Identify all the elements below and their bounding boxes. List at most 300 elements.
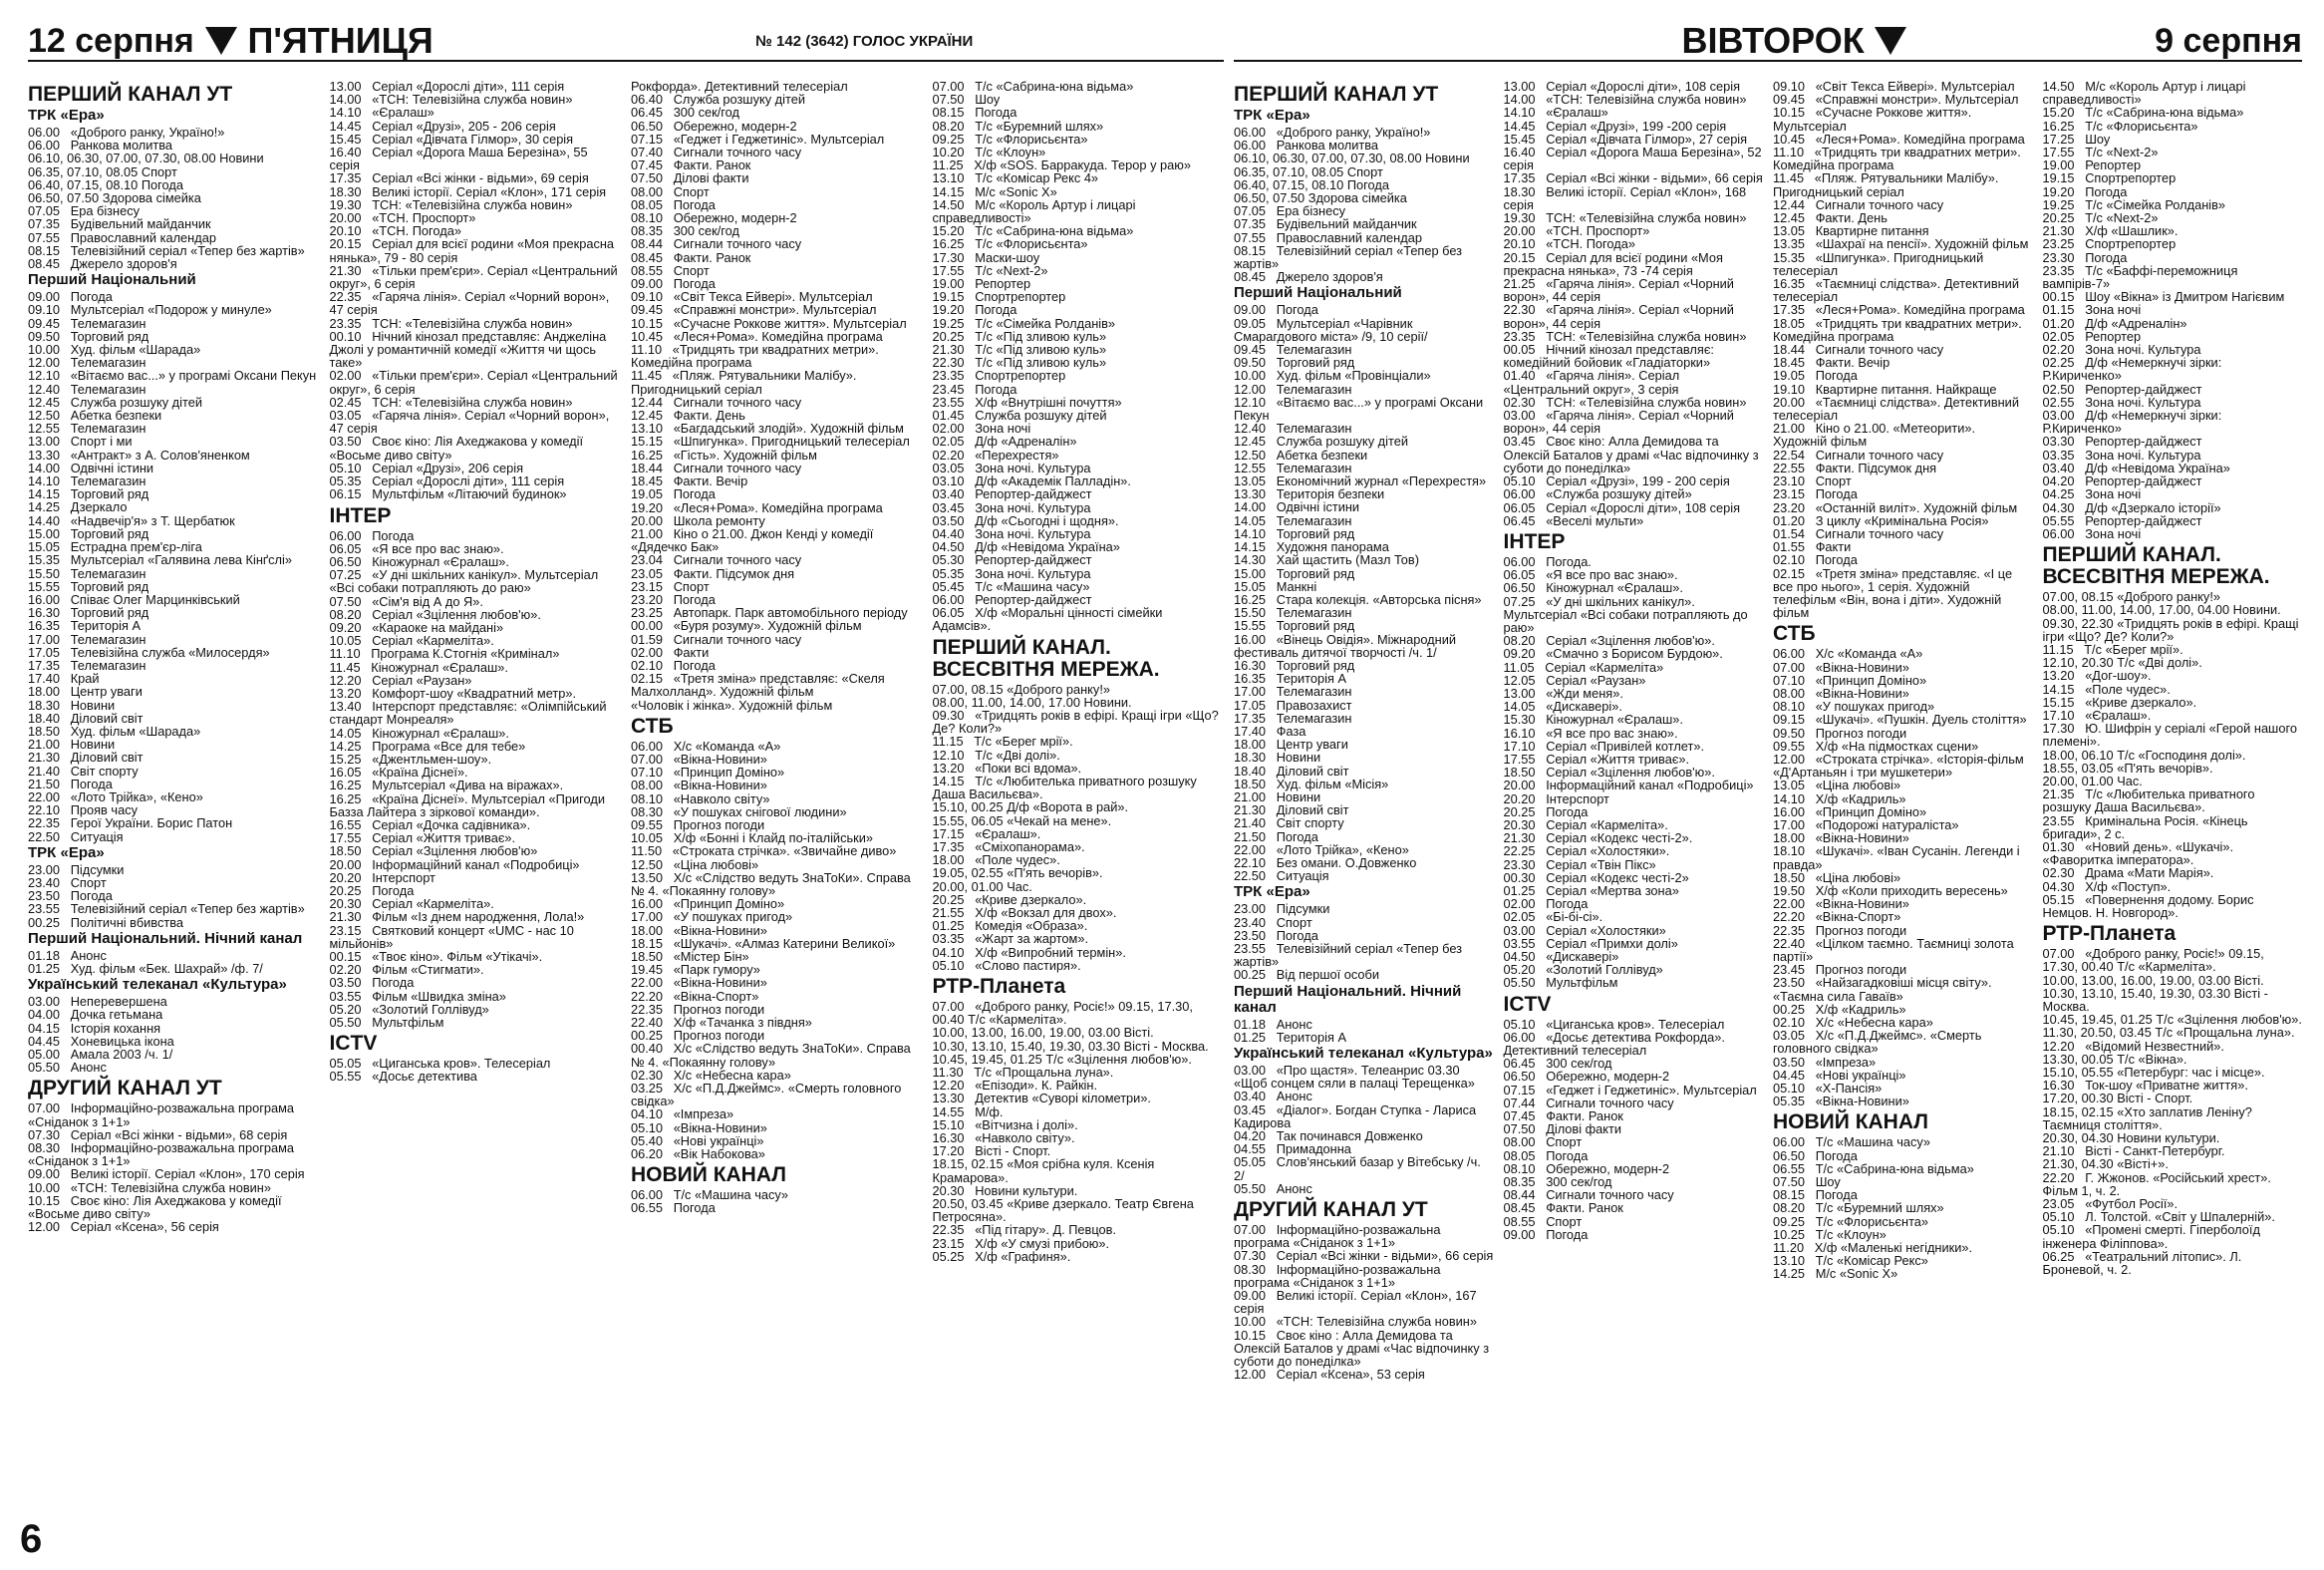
- listing-entry: 18.55, 03.05 «П'ять вечорів».: [2042, 760, 2213, 776]
- listing-entry: 14.00 «ТСН: Телевізійна служба новин»: [1503, 92, 1747, 108]
- listing-entry: 08.00 Спорт: [631, 183, 710, 199]
- listings-right-page: [1234, 80, 2302, 1555]
- listing-entry: 20.20 Інтерспорт: [1503, 790, 1609, 806]
- listing-entry: 23.45 Погода: [932, 381, 1017, 397]
- listing-entry: 20.00, 01.00 Час.: [2042, 773, 2143, 788]
- listing-entry: 19.20 Погода: [932, 302, 1017, 318]
- listing-entry: 22.10 Прояв часу: [28, 802, 138, 818]
- listing-entry: 21.50 Погода: [1234, 828, 1318, 844]
- listing-entry: 16.40 Серіал «Дорога Маша Березіна», 55 серія: [329, 145, 592, 173]
- listing-entry: 22.35 Прогноз погоди: [631, 1001, 765, 1017]
- listing-entry: 06.50, 07.50 Здорова сімейка: [28, 190, 201, 206]
- page-header-left: [28, 22, 1224, 62]
- header-day: [205, 20, 433, 62]
- listing-entry: 13.40 Інтерспорт представляє: «Олімпійський стандарт Монреаля»: [329, 699, 611, 728]
- listing-entry: 22.50 Ситуація: [1234, 868, 1329, 884]
- listing-entry: 11.50 «Строката стрічка». «Звичайне диво»: [631, 843, 897, 859]
- listing-entry: 06.00 Погода.: [1503, 553, 1592, 569]
- listing-entry: 07.50 Шоу: [1773, 1174, 1841, 1190]
- listing-entry: 13.10 Т/с «Комісар Рекс»: [1773, 1253, 1928, 1269]
- listing-entry: 16.35 «Таємниці слідства». Детективний телесеріал: [1773, 276, 2023, 305]
- listing-entry: 19.10 Квартирне питання. Найкраще: [1773, 381, 1997, 397]
- listing-entry: 21.10 Вісті - Санкт-Петербург.: [2042, 1143, 2225, 1159]
- listing-entry: 09.10 Мультсеріал «Подорож у минуле»: [28, 302, 272, 318]
- listing-entry: 23.35 Т/с «Баффі-переможниця вампірів-7»: [2042, 262, 2241, 292]
- listing-entry: 23.05 Факти. Підсумок дня: [631, 565, 795, 581]
- channel-heading: СТБ: [631, 714, 674, 738]
- channel-heading: ДРУГИЙ КАНАЛ УТ: [1234, 1198, 1428, 1222]
- listing-entry: 15.20 Т/с «Сабрина-юна відьма»: [932, 223, 1134, 239]
- listing-entry: 22.00 «Лото Трійка», «Кено»: [1234, 841, 1409, 857]
- listing-entry: 01.18 Анонс: [28, 947, 107, 963]
- listing-entry: 10.45 «Леся+Рома». Комедійна програма: [631, 328, 883, 344]
- listing-entry: 22.25 Серіал «Холостяки».: [1503, 843, 1670, 859]
- listing-entry: 14.50 М/с «Король Артур і лицарі справедливості»: [2042, 79, 2249, 108]
- listing-entry: 08.44 Сигнали точного часу: [1503, 1187, 1674, 1203]
- listing-entry: 01.45 Служба розшуку дітей: [932, 408, 1107, 424]
- listing-entry: 07.50 Шоу: [932, 92, 1001, 108]
- listing-entry: 08.55 Спорт: [1503, 1213, 1583, 1229]
- listing-entry: 07.00 «Вікна-Новини»: [631, 751, 767, 767]
- listing-entry: 12.00 Серіал «Ксена», 56 серія: [28, 1219, 219, 1235]
- listing-entry: 21.50 Погода: [28, 776, 113, 791]
- listing-entry: 08.44 Сигнали точного часу: [631, 236, 802, 252]
- listing-entry: 03.45 Зона ночі. Культура: [932, 499, 1091, 515]
- listing-entry: 08.10 Обережно, модерн-2: [631, 210, 797, 226]
- listing-entry: 07.05 Ера бізнесу: [28, 203, 141, 219]
- listing-entry: 19.05, 02.55 «П'ять вечорів».: [932, 865, 1103, 881]
- listing-entry: 06.00 «Досьє детектива Рокфорда». Детективний телесеріал: [1503, 1029, 1729, 1059]
- listing-entry: 08.00 «Вікна-Новини»: [631, 778, 767, 793]
- listing-entry: 07.05 Ера бізнесу: [1234, 203, 1346, 219]
- listing-entry: 15.30 Кіножурнал «Єралаш».: [1503, 712, 1683, 728]
- listing-entry: 17.20, 00.30 Вісті - Спорт.: [2042, 1091, 2193, 1106]
- listing-entry: 05.50 Мультфільм: [329, 1015, 444, 1031]
- listing-entry: 09.00 Великі історії. Серіал «Клон», 170 серія: [28, 1166, 305, 1182]
- channel-heading: НОВИЙ КАНАЛ: [1773, 1110, 1928, 1134]
- header-day-right: [1681, 20, 1905, 62]
- listing-entry: 10.45, 19.45, 01.25 Т/с «Зцілення любов'ю».: [932, 1051, 1192, 1067]
- listing-entry: 22.40 Х/ф «Тачанка з півдня»: [631, 1015, 812, 1031]
- listing-entry: 04.10 «Імпреза»: [631, 1106, 734, 1122]
- listing-entry: 08.15 Погода: [932, 105, 1017, 121]
- listing-entry: 01.15 Зона ночі: [2042, 302, 2142, 318]
- listing-entry: 09.25 Т/с «Флорисьєнта»: [932, 131, 1088, 147]
- listing-entry: 15.10 «Вітчизна і долі».: [932, 1116, 1078, 1132]
- listing-entry: 05.05 «Циганська кров». Телесеріал: [329, 1056, 551, 1072]
- listing-entry: 20.00 «Таємниці слідства». Детективний телесеріал: [1773, 394, 2023, 424]
- listing-entry: 09.45 Телемагазин: [1234, 342, 1352, 358]
- sub-heading: ТРК «Ера»: [28, 843, 105, 861]
- listing-entry: 15.05 Естрадна прем'єр-ліга: [28, 539, 202, 555]
- listing-entry: 13.00 «Жди меня».: [1503, 685, 1623, 701]
- listing-entry: 14.50 М/с «Король Артур і лицарі справедливості»: [932, 196, 1139, 226]
- listing-entry: 19.00 Репортер: [932, 276, 1031, 292]
- listing-entry: 18.45 Факти. Вечір: [631, 473, 748, 489]
- listing-entry: 14.10 «Єралаш»: [329, 105, 435, 121]
- listing-entry: 17.00 «Подорожі натураліста»: [1773, 816, 1959, 832]
- listing-entry: 08.20 Т/с «Буремний шлях»: [932, 118, 1104, 134]
- listing-entry: 18.30 Великі історії. Серіал «Клон», 168 серія: [1503, 183, 1750, 212]
- listing-entry: 03.05 «Гаряча лінія». Серіал «Чорний ворон», 47 серія: [329, 408, 613, 437]
- listing-entry: 04.40 Зона ночі. Культура: [932, 525, 1091, 541]
- listing-entry: 06.10, 06.30, 07.00, 07.30, 08.00 Новини: [28, 151, 264, 166]
- listing-entry: 14.00 Одвічні істини: [1234, 499, 1360, 515]
- channel-heading: ПЕРШИЙ КАНАЛ. ВСЕСВІТНЯ МЕРЕЖА.: [2042, 543, 2270, 589]
- listing-entry: 09.00 Погода: [28, 289, 113, 305]
- listing-entry: 09.45 «Справжні монстри». Мультсеріал: [1773, 92, 2019, 108]
- listing-entry: 06.05 «Я все про вас знаю».: [1503, 567, 1678, 583]
- listing-entry: 05.00 Амала 2003 /ч. 1/: [28, 1047, 173, 1062]
- listing-entry: 20.25 «Криве дзеркало».: [932, 891, 1087, 907]
- listing-entry: 15.50 Телемагазин: [1234, 605, 1352, 621]
- listing-entry: 08.00 «Вікна-Новини»: [1773, 685, 1909, 701]
- listing-entry: 12.45 Факти. День: [631, 408, 745, 424]
- listing-entry: 21.00 Кіно о 21.00. Джон Кенді у комедії «Дядечко Бак»: [631, 525, 877, 555]
- column: [933, 80, 1225, 1555]
- listing-entry: 18.15 «Шукачі». «Алмаз Катерини Великої»: [631, 935, 896, 951]
- listing-entry: 12.00 Телемагазин: [1234, 381, 1352, 397]
- listing-entry: 22.20 Г. Жжонов. «Російський хрест». Фільм 1, ч. 2.: [2042, 1169, 2275, 1198]
- listing-entry: 04.45 «Нові українці»: [1773, 1067, 1906, 1083]
- listing-entry: 14.55 М/ф.: [932, 1103, 1004, 1119]
- listing-entry: 20.00 Інформаційний канал «Подробиці»: [1503, 778, 1754, 793]
- listing-entry: 07.00 «Доброго ранку, Росіє!» 09.15, 17.30, 00.40 Т/с «Кармеліта».: [932, 999, 1197, 1028]
- listing-entry: 21.00 Новини: [1234, 788, 1321, 804]
- listing-entry: 07.00 «Доброго ранку, Росіє!» 09.15, 17.30, 00.40 Т/с «Кармеліта».: [2042, 946, 2268, 975]
- listing-entry: 14.00 Одвічні істини: [28, 460, 154, 475]
- listing-entry: 02.00 Зона ночі: [932, 421, 1031, 437]
- listing-entry: 15.35 «Шпигунка». Пригодницький телесеріал: [1773, 249, 1987, 278]
- listing-entry: 12.44 Сигнали точного часу: [1773, 196, 1944, 212]
- listing-entry: 17.40 Край: [28, 671, 100, 687]
- listing-entry: 08.05 Погода: [631, 196, 716, 212]
- listing-entry: 05.55 Репортер-дайджест: [2042, 512, 2202, 528]
- listing-entry: 08.35 300 сек/год: [631, 223, 739, 239]
- listing-entry: 20.50, 03.45 «Криве дзеркало. Театр Євгена Петросяна».: [932, 1196, 1198, 1225]
- listing-entry: 23.50 Погода: [28, 888, 113, 904]
- listing-entry: 03.45 Своє кіно: Алла Демидова та Олексій Баталов у драмі «Час відпочинку з суботи до понеділка»: [1503, 434, 1763, 475]
- listing-entry: 07.10 «Принцип Доміно»: [1773, 672, 1927, 688]
- listing-entry: 20.10 «ТСН. Погода»: [329, 223, 461, 239]
- listing-entry: 04.10 Х/ф «Випробний термін».: [932, 944, 1126, 960]
- listing-entry: 02.45 ТСН: «Телевізійна служба новин»: [329, 394, 573, 410]
- listing-entry: 02.20 «Перехрестя»: [932, 447, 1059, 463]
- listing-entry: 16.25 Стара колекція. «Авторська пісня»: [1234, 591, 1482, 607]
- listing-entry: 21.40 Світ спорту: [28, 763, 139, 779]
- listing-entry: Рокфорда». Детективний телесеріал: [631, 79, 848, 94]
- listing-entry: 03.10 Д/ф «Академік Палладін».: [932, 473, 1131, 489]
- listing-entry: 18.44 Сигнали точного часу: [631, 460, 802, 475]
- listing-entry: 14.15 «Поле чудес».: [2042, 681, 2171, 697]
- listing-entry: 14.15 М/с «Sonic X»: [932, 183, 1057, 199]
- listing-entry: 19.05 Погода: [1773, 368, 1858, 384]
- listing-entry: 10.00, 13.00, 16.00, 19.00, 03.00 Вісті.: [2042, 972, 2264, 988]
- listing-entry: 18.15, 02.15 «Моя срібна куля. Ксенія Крамарова».: [932, 1156, 1158, 1185]
- listing-entry: 00.15 Шоу «Вікна» із Дмитром Нагієвим: [2042, 289, 2285, 305]
- listing-entry: 18.10 «Шукачі». «Іван Сусанін. Легенди і правда»: [1773, 843, 2024, 872]
- triangle-marker-icon: [205, 27, 237, 55]
- listing-entry: 05.10 «Слово пастиря».: [932, 957, 1081, 973]
- listing-entry: 01.25 Худ. фільм «Бек. Шахрай» /ф. 7/: [28, 960, 263, 976]
- listing-entry: 08.00, 11.00, 14.00, 17.00, 04.00 Новини.: [2042, 602, 2281, 618]
- listing-entry: 19.05 Погода: [631, 486, 716, 502]
- listing-entry: 05.50 Мультфільм: [1503, 975, 1618, 991]
- listing-entry: 09.15 «Шукачі». «Пушкін. Дуель століття»: [1773, 712, 2027, 728]
- listing-entry: 02.50 Репортер-дайджест: [2042, 381, 2202, 397]
- listing-entry: 12.50 «Ціна любові»: [631, 856, 759, 872]
- listing-entry: 08.55 Спорт: [631, 262, 710, 278]
- listing-entry: 11.10 «Тридцять три квадратних метри». Комедійна програма: [1773, 145, 2025, 173]
- listing-entry: 17.05 Телевізійна служба «Милосердя»: [28, 644, 270, 660]
- listing-entry: 19.25 Т/с «Сімейка Ролданів»: [932, 315, 1116, 331]
- listing-entry: 07.00, 08.15 «Доброго ранку!»: [932, 681, 1110, 697]
- listing-entry: 08.00, 11.00, 14.00, 17.00 Новини.: [932, 694, 1132, 710]
- listing-entry: 06.45 300 сек/год: [631, 105, 739, 121]
- column: [1773, 80, 2033, 1555]
- listing-entry: 08.20 Т/с «Буремний шлях»: [1773, 1200, 1944, 1216]
- listing-entry: 13.30 Детектив «Суворі кілометри».: [932, 1091, 1151, 1106]
- listing-entry: 08.45 Факти. Ранок: [1503, 1200, 1623, 1216]
- listing-entry: 03.30 Репортер-дайджест: [2042, 434, 2202, 450]
- listing-entry: 18.50 Серіал «Зцілення любов'ю».: [1503, 765, 1715, 781]
- listing-entry: 06.50 Обережно, модерн-2: [1503, 1069, 1670, 1085]
- listing-entry: 13.10 «Багдадський злодій». Художній фільм: [631, 421, 904, 437]
- listing-entry: 07.35 Будівельний майданчик: [1234, 216, 1417, 232]
- listing-entry: 07.44 Сигнали точного часу: [1503, 1095, 1674, 1110]
- listing-entry: 12.10 «Вітаємо вас...» у програмі Оксани Пекун: [28, 368, 317, 384]
- listing-entry: 23.00 Підсумки: [28, 861, 125, 877]
- listing-entry: 21.35 Т/с «Любителька приватного розшуку Даша Васильєва».: [2042, 786, 2258, 815]
- listing-entry: 18.44 Сигнали точного часу: [1773, 342, 1944, 358]
- listing-entry: 23.04 Сигнали точного часу: [631, 552, 802, 568]
- listing-entry: 06.45 300 сек/год: [1503, 1056, 1612, 1072]
- listing-entry: 08.10 Обережно, модерн-2: [1503, 1160, 1670, 1176]
- listing-entry: 10.00 Худ. фільм «Провінціали»: [1234, 368, 1431, 384]
- listing-entry: 16.25 «Країна Діснеї». Мультсеріал «Пригоди Базза Лайтера з зіркової команди».: [329, 790, 609, 819]
- listing-entry: 08.15 Телевізійний серіал «Тепер без жартів»: [28, 242, 305, 258]
- listing-entry: 07.45 Факти. Ранок: [631, 157, 751, 173]
- listing-entry: 21.25 «Гаряча лінія». Серіал «Чорний ворон», 44 серія: [1503, 276, 1738, 305]
- listing-entry: 13.30 «Антракт» з А. Солов'яненком: [28, 447, 250, 463]
- listing-entry: 11.45 «Пляж. Рятувальники Малібу». Пригодницький серіал: [1773, 170, 2003, 199]
- listing-entry: 09.00 Погода: [1234, 302, 1318, 318]
- listing-entry: 07.50 Ділові факти: [631, 170, 749, 186]
- listing-entry: 11.25 Х/ф «SOS. Барракуда. Терор у раю»: [932, 157, 1191, 173]
- listing-entry: 13.10 Т/с «Комісар Рекс 4»: [932, 170, 1099, 186]
- listing-entry: 01.30 «Новий день». «Шукачі». «Фаворитка імператора».: [2042, 838, 2237, 868]
- listing-entry: 16.05 «Країна Діснеї».: [329, 765, 468, 781]
- listing-entry: 03.35 «Жарт за жартом».: [932, 931, 1088, 947]
- listing-entry: 04.50 «Дискавері»: [1503, 949, 1619, 964]
- listing-entry: 23.45 Прогноз погоди: [1773, 962, 1907, 978]
- listing-entry: 18.50 Серіал «Зцілення любов'ю»: [329, 843, 538, 859]
- listing-entry: 07.00 Т/с «Сабрина-юна відьма»: [932, 79, 1134, 94]
- listing-entry: 13.20 «Поки всі вдома».: [932, 760, 1082, 776]
- listing-entry: 16.10 «Я все про вас знаю».: [1503, 725, 1678, 741]
- listing-entry: 06.00 «Доброго ранку, Україно!»: [1234, 125, 1431, 140]
- listing-entry: 17.00 Телемагазин: [28, 631, 146, 647]
- sub-heading: Перший Національний: [28, 271, 196, 289]
- listing-entry: 22.35 «Під гітару». Д. Певцов.: [932, 1222, 1117, 1238]
- listing-entry: 08.20 Серіал «Зцілення любов'ю».: [1503, 633, 1715, 649]
- listing-entry: 10.15 Своє кіно : Алла Демидова та Олексій Баталов у драмі «Час відпочинку з суботи до понеділка»: [1234, 1327, 1493, 1370]
- listing-entry: 01.25 Комедія «Образа».: [932, 918, 1088, 934]
- listing-entry: 17.15 «Єралаш».: [932, 825, 1041, 841]
- listing-entry: 18.50 Худ. фільм «Шарада»: [28, 723, 201, 739]
- listing-entry: 01.20 З циклу «Кримінальна Росія»: [1773, 512, 1989, 528]
- listing-entry: 05.05 Слов'янський базар у Вітебську /ч. 2/: [1234, 1154, 1485, 1183]
- listing-entry: 06.00 «Служба розшуку дітей»: [1503, 486, 1692, 502]
- listing-entry: 04.30 Д/ф «Дзеркало історії»: [2042, 499, 2221, 515]
- listing-entry: 18.00 «Поле чудес».: [932, 852, 1060, 868]
- listing-entry: 14.15 Торговий ряд: [28, 486, 149, 502]
- listing-entry: 22.40 «Цілком таємно. Таємниці золота партії»: [1773, 935, 2018, 964]
- listing-entry: 15.15 «Шпигунка». Пригодницький телесеріал: [631, 434, 910, 450]
- listing-entry: 23.20 Погода: [631, 591, 716, 607]
- listing-entry: 06.00 «Доброго ранку, Україно!»: [28, 125, 225, 140]
- listing-entry: 10.00 «ТСН: Телевізійна служба новин»: [28, 1179, 271, 1195]
- listing-entry: 09.10 «Світ Текса Ейвері». Мультсеріал: [631, 289, 873, 305]
- listing-entry: 22.00 «Вікна-Новини»: [631, 975, 767, 991]
- listing-entry: 12.05 Серіал «Раузан»: [1503, 672, 1646, 688]
- listing-entry: 21.30 Серіал «Кодекс честі-2».: [1503, 830, 1693, 846]
- listing-entry: 21.40 Світ спорту: [1234, 815, 1344, 831]
- listing-entry: 16.00 «Вінець Овідія». Міжнародний фестиваль дитячої творчості /ч. 1/: [1234, 631, 1460, 660]
- listing-entry: 12.55 Телемагазин: [1234, 460, 1352, 475]
- listing-entry: 12.00 «Строката стрічка». «Історія-фільм «Д'Артаньян і три мушкетери»: [1773, 751, 2028, 781]
- listing-entry: 18.00, 06.10 Т/с «Господиня долі».: [2042, 747, 2246, 763]
- listing-entry: 06.40, 07.15, 08.10 Погода: [28, 176, 183, 192]
- listing-entry: 01.25 Територія А: [1234, 1029, 1346, 1045]
- listing-entry: 00.25 Прогноз погоди: [631, 1028, 765, 1044]
- page-header-right: [1234, 22, 2302, 62]
- listing-entry: 04.55 Примадонна: [1234, 1141, 1351, 1157]
- listing-entry: 13.00 Серіал «Дорослі діти», 108 серія: [1503, 79, 1741, 94]
- listing-entry: 20.15 Серіал для всієї родини «Моя прекрасна нянька», 73 -74 серія: [1503, 249, 1727, 278]
- listing-entry: 18.30 Новини: [1234, 750, 1321, 766]
- listing-entry: 06.00 Т/с «Машина часу»: [1773, 1134, 1931, 1150]
- listing-entry: 03.45 «Діалог». Богдан Ступка - Лариса Кадирова: [1234, 1101, 1480, 1130]
- listing-entry: 19.15 Спортрепортер: [932, 289, 1066, 305]
- listing-entry: 23.35 ТСН: «Телевізійна служба новин»: [329, 315, 573, 331]
- listing-entry: 17.55 Т/с «Next-2»: [932, 262, 1048, 278]
- listing-entry: 01.54 Сигнали точного часу: [1773, 525, 1944, 541]
- listing-entry: 14.10 Х/ф «Кадриль»: [1773, 790, 1906, 806]
- listing-entry: 05.30 Репортер-дайджест: [932, 552, 1092, 568]
- listing-entry: 17.30 Ю. Шифрін у серіалі «Герой нашого племені».: [2042, 721, 2301, 750]
- listing-entry: 23.15 Х/ф «У смузі прибою».: [932, 1235, 1110, 1251]
- listing-entry: 05.50 Анонс: [28, 1060, 107, 1076]
- listing-entry: 02.30 Драма «Мати Марія».: [2042, 865, 2214, 881]
- listing-entry: 07.55 Православний календар: [1234, 229, 1422, 245]
- listing-entry: 03.00 Серіал «Холостяки»: [1503, 922, 1666, 938]
- listing-entry: 16.30 Торговий ряд: [1234, 657, 1355, 673]
- listing-entry: 16.25 Мультсеріал «Дива на віражах».: [329, 778, 564, 793]
- listing-entry: 21.30 Фільм «Із днем народження, Лола!»: [329, 909, 585, 925]
- listing-entry: 06.55 Погода: [631, 1200, 716, 1216]
- listing-entry: 19.15 Спортрепортер: [2042, 170, 2177, 186]
- listing-entry: 16.00 «Принцип Доміно»: [631, 896, 785, 912]
- listing-entry: 12.40 Телемагазин: [1234, 421, 1352, 437]
- listing-entry: 21.30 Діловий світ: [1234, 802, 1349, 818]
- listing-entry: 20.25 Т/с «Під зливою куль»: [932, 328, 1107, 344]
- listing-entry: 15.45 Серіал «Дівчата Гілмор», 30 серія: [329, 131, 574, 147]
- listing-entry: 09.45 «Справжні монстри». Мультсеріал: [631, 302, 877, 318]
- issue-number: № 142 (3642) ГОЛОС УКРАЇНИ: [755, 32, 974, 50]
- listing-entry: 02.20 Фільм «Стигмати».: [329, 962, 484, 978]
- listing-entry: 20.00 Школа ремонту: [631, 512, 765, 528]
- listing-entry: 17.55 Серіал «Життя триває».: [329, 830, 516, 846]
- listing-entry: 03.00 Неперевершена: [28, 994, 167, 1010]
- listing-entry: 22.35 Прогноз погоди: [1773, 922, 1907, 938]
- listing-entry: 14.15 Художня панорама: [1234, 539, 1389, 555]
- listing-entry: 20.15 Серіал для всієї родини «Моя прекрасна нянька», 79 - 80 серія: [329, 236, 618, 265]
- listing-entry: 08.35 300 сек/год: [1503, 1174, 1612, 1190]
- listing-entry: 02.10 Х/с «Небесна кара»: [1773, 1015, 1933, 1031]
- listing-entry: 03.40 Анонс: [1234, 1089, 1312, 1104]
- listing-entry: 20.00 «ТСН. Проспорт»: [329, 210, 476, 226]
- listing-entry: 18.30 Новини: [28, 697, 116, 713]
- listing-entry: 17.25 Шоу: [2042, 131, 2111, 147]
- listing-entry: 20.30 Серіал «Кармеліта».: [1503, 816, 1668, 832]
- listing-entry: 08.15 Погода: [1773, 1187, 1858, 1203]
- listing-entry: 09.00 Погода: [631, 276, 716, 292]
- channel-heading: ПЕРШИЙ КАНАЛ УТ: [28, 83, 233, 106]
- listing-entry: 09.10 «Світ Текса Ейвері». Мультсеріал: [1773, 79, 2015, 94]
- listing-entry: 23.55 Телевізійний серіал «Тепер без жартів»: [1234, 940, 1466, 970]
- listing-entry: 03.00 Д/ф «Немеркнучі зірки: Р.Кириченко»: [2042, 408, 2225, 437]
- listing-entry: 14.05 «Дискавері».: [1503, 699, 1622, 715]
- listing-entry: 22.30 «Гаряча лінія». Серіал «Чорний ворон», 44 серія: [1503, 302, 1738, 331]
- listing-entry: 10.15 «Сучасне Роккове життя». Мультсеріал: [1773, 105, 1975, 134]
- listing-entry: 04.20 Так починався Довженко: [1234, 1128, 1423, 1144]
- listing-entry: 21.30 Т/с «Під зливою куль»: [932, 342, 1107, 358]
- listing-entry: 15.35 Мультсеріал «Галявина лева Кінґслі»: [28, 552, 292, 568]
- channel-heading: СТБ: [1773, 622, 1816, 646]
- listing-entry: 05.35 «Вікна-Новини»: [1773, 1094, 1909, 1109]
- listing-entry: 09.30 «Тридцять років в ефірі. Кращі ігри «Що? Де? Коли?»: [932, 707, 1223, 737]
- listing-entry: 07.00 Інформаційно-розважальна програма «Сніданок з 1+1»: [1234, 1222, 1445, 1251]
- listing-entry: 00.05 Нічний кінозал представляє: комедійний бойовик «Гладіаторки»: [1503, 342, 1718, 371]
- sub-heading: Перший Національний. Нічний канал: [1234, 982, 1462, 1016]
- listing-entry: 08.05 Погода: [1503, 1147, 1589, 1163]
- sub-heading: ТРК «Ера»: [1234, 883, 1310, 901]
- listing-entry: 13.05 Квартирне питання: [1773, 223, 1929, 239]
- listing-entry: 08.10 «У пошуках пригод»: [1773, 699, 1935, 715]
- channel-heading: ІНТЕР: [329, 503, 392, 527]
- listing-entry: 11.20 Х/ф «Маленькі негідники».: [1773, 1240, 1973, 1256]
- listing-entry: 10.45, 19.45, 01.25 Т/с «Зцілення любов'ю».: [2042, 1012, 2302, 1028]
- listing-entry: 16.35 Територія А: [28, 618, 141, 634]
- listing-entry: 23.15 Святковий концерт «UMC - нас 10 мільйонів»: [329, 922, 578, 951]
- channel-heading: ПЕРШИЙ КАНАЛ. ВСЕСВІТНЯ МЕРЕЖА.: [932, 635, 1160, 681]
- listing-entry: 13.30, 00.05 Т/с «Вікна».: [2042, 1051, 2187, 1067]
- listing-entry: 12.50 Абетка безпеки: [28, 408, 162, 424]
- listing-entry: 02.15 «Третя зміна» представляє. «І це все про нього», 1 серія. Художній телефільм «Він, вона і діти». Художній фільм: [1773, 565, 2016, 621]
- listing-entry: 21.30 Х/ф «Шашлик».: [2042, 223, 2179, 239]
- listing-entry: 16.40 Серіал «Дорога Маша Березіна», 52 серія: [1503, 145, 1766, 173]
- listing-entry: 22.10 Без омани. О.Довженко: [1234, 854, 1417, 870]
- listing-entry: 12.10 «Вітаємо вас...» у програмі Оксани Пекун: [1234, 394, 1487, 424]
- listing-entry: 16.25 Т/с «Флорисьєнта»: [2042, 118, 2198, 134]
- listing-entry: 06.20 «Вік Набокова»: [631, 1146, 765, 1162]
- listing-entry: 18.50 Худ. фільм «Місія»: [1234, 776, 1389, 791]
- listing-entry: 10.20 Т/с «Клоун»: [932, 145, 1046, 160]
- listing-entry: 01.25 Серіал «Мертва зона»: [1503, 882, 1679, 898]
- listing-entry: 18.40 Діловий світ: [1234, 763, 1349, 779]
- listing-entry: 03.50 Погода: [329, 975, 415, 991]
